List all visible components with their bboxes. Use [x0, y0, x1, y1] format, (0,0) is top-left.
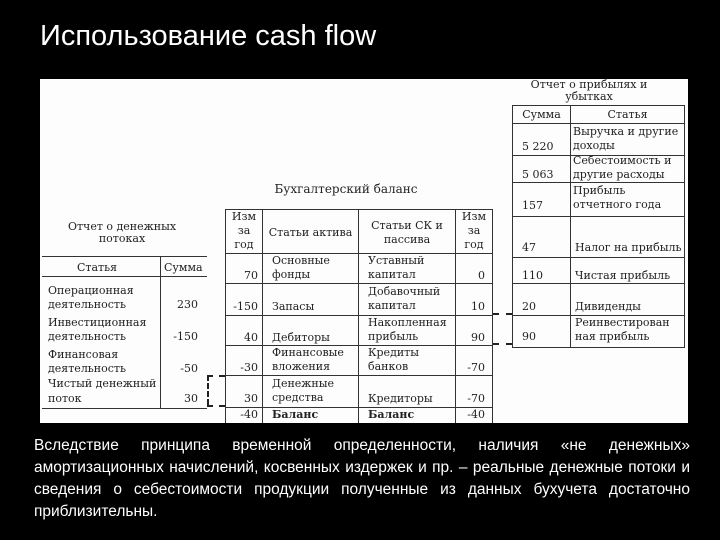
balance-row-3-change-right: 90: [471, 331, 485, 344]
balance-total-change-right: -40: [467, 408, 485, 421]
balance-header-change-right-2: за: [467, 224, 481, 237]
cash-flow-row-3-amount: -50: [180, 362, 198, 375]
income-row-2-amount: 5 063: [522, 168, 554, 181]
balance-row-1-liability-2: капитал: [368, 268, 416, 281]
income-title-line-2: убытках: [565, 90, 613, 103]
balance-header-change-left-2: за: [237, 224, 251, 237]
balance-row-1-change-left: 70: [244, 269, 258, 282]
cash-flow-row-2-amount: -150: [173, 330, 198, 343]
balance-header-liabilities-2: пассива: [383, 233, 431, 246]
balance-row-3-liability-2: прибыль: [368, 330, 419, 343]
balance-header-assets: Статьи актива: [268, 226, 353, 239]
income-row-6-item-1: Дивиденды: [575, 300, 641, 313]
income-row-1-item-1: Выручка и другие: [573, 125, 679, 138]
balance-row-3-liability-1: Накопленная: [368, 316, 447, 329]
cash-flow-row-2-item-1: Инвестиционная: [48, 316, 147, 329]
balance-total-liability: Баланс: [368, 408, 415, 421]
cash-flow-title-line-2: потоках: [98, 232, 146, 245]
balance-row-2-liability-2: капитал: [368, 299, 416, 312]
cash-flow-header-amount: Сумма: [164, 261, 203, 274]
income-header-item: Статья: [607, 108, 648, 121]
cash-flow-row-1-item-1: Операционная: [48, 284, 134, 297]
slide-caption: Вследствие принципа временной определенности, наличия «не денежных» амортизационных начислений, косвенных издержек и пр. – реальные денежные потоки и сведения о себестоимости продукции полученные из данных бухучета достаточно приблизительны.: [34, 437, 690, 520]
financial-statements-figure: [40, 79, 688, 423]
cash-flow-row-4-amount: 30: [184, 392, 198, 405]
balance-total-change-left: -40: [240, 408, 258, 421]
cash-flow-row-2-item-2: деятельность: [48, 330, 126, 343]
income-row-6-amount: 20: [522, 300, 536, 313]
connector-net-flow-to-cash: [207, 375, 225, 377]
income-row-5-amount: 110: [522, 269, 543, 282]
income-row-3-item-1: Прибыль: [573, 184, 626, 197]
income-row-7-amount: 90: [522, 330, 536, 343]
balance-row-4-change-left: -30: [240, 361, 258, 374]
balance-row-1-asset-1: Основные: [272, 254, 330, 267]
cash-flow-header-item: Статья: [77, 261, 118, 274]
cash-flow-row-1-item-2: деятельность: [48, 298, 126, 311]
cash-flow-row-4-item-2: поток: [48, 392, 82, 405]
income-row-7-item-1: Реинвестирован: [575, 316, 670, 329]
connector-net-flow-vertical: [207, 375, 209, 405]
income-row-3-amount: 157: [522, 199, 543, 212]
balance-row-4-change-right: -70: [467, 361, 485, 374]
income-row-1-item-2: доходы: [573, 139, 615, 152]
balance-row-2-change-right: 10: [471, 300, 485, 313]
income-row-2-item-1: Себестоимость и: [573, 154, 672, 167]
connector-retained-to-reinvested: [493, 343, 512, 345]
income-row-3-item-2: отчетного года: [573, 198, 662, 211]
cash-flow-row-3-item-2: деятельность: [48, 362, 126, 375]
income-row-2-item-2: другие расходы: [573, 168, 665, 181]
income-row-1-amount: 5 220: [522, 140, 554, 153]
income-row-4-amount: 47: [522, 241, 536, 254]
balance-row-2-change-left: -150: [233, 300, 258, 313]
cash-flow-title-line-1: Отчет о денежных: [67, 220, 177, 233]
balance-row-5-change-left: 30: [244, 392, 258, 405]
balance-total-asset: Баланс: [272, 408, 319, 421]
balance-row-1-change-right: 0: [478, 269, 485, 282]
income-header-amount: Сумма: [522, 108, 561, 121]
slide-title: Использование cash flow: [40, 20, 377, 52]
cash-flow-row-3-item-1: Финансовая: [48, 348, 119, 361]
balance-header-change-left-3: год: [234, 238, 254, 251]
balance-row-5-asset-2: средства: [272, 391, 324, 404]
cash-flow-row-4-item-1: Чистый денежный: [48, 377, 157, 390]
balance-row-3-asset-1: Дебиторы: [272, 331, 330, 344]
balance-row-3-change-left: 40: [244, 331, 258, 344]
balance-header-change-left-1: Изм: [231, 210, 257, 223]
balance-row-2-asset-1: Запасы: [272, 300, 315, 313]
balance-row-5-asset-1: Денежные: [272, 377, 335, 390]
balance-header-change-right-3: год: [464, 238, 484, 251]
balance-row-1-liability-1: Уставный: [368, 254, 425, 267]
balance-row-4-liability-1: Кредиты: [368, 346, 420, 359]
balance-header-change-right-1: Изм: [461, 210, 487, 223]
connector-retained-to-dividends: [493, 313, 512, 315]
income-row-5-item-1: Чистая прибыль: [575, 269, 671, 282]
balance-row-5-liability-1: Кредиторы: [368, 392, 433, 405]
balance-row-4-liability-2: банков: [368, 360, 409, 373]
balance-row-4-asset-1: Финансовые: [272, 346, 344, 359]
cash-flow-row-1-amount: 230: [177, 298, 198, 311]
balance-title: Бухгалтерский баланс: [274, 182, 418, 196]
connector-net-flow-to-total: [207, 405, 225, 407]
balance-header-liabilities-1: Статьи СК и: [371, 219, 443, 232]
income-row-7-item-2: ная прибыль: [575, 330, 650, 343]
balance-row-5-change-right: -70: [467, 392, 485, 405]
income-title-line-1: Отчет о прибылях и: [530, 79, 648, 91]
balance-row-1-asset-2: фонды: [272, 268, 311, 281]
balance-row-2-liability-1: Добавочный: [368, 285, 441, 298]
balance-row-4-asset-2: вложения: [272, 360, 331, 373]
income-row-4-item-1: Налог на прибыль: [575, 241, 682, 254]
